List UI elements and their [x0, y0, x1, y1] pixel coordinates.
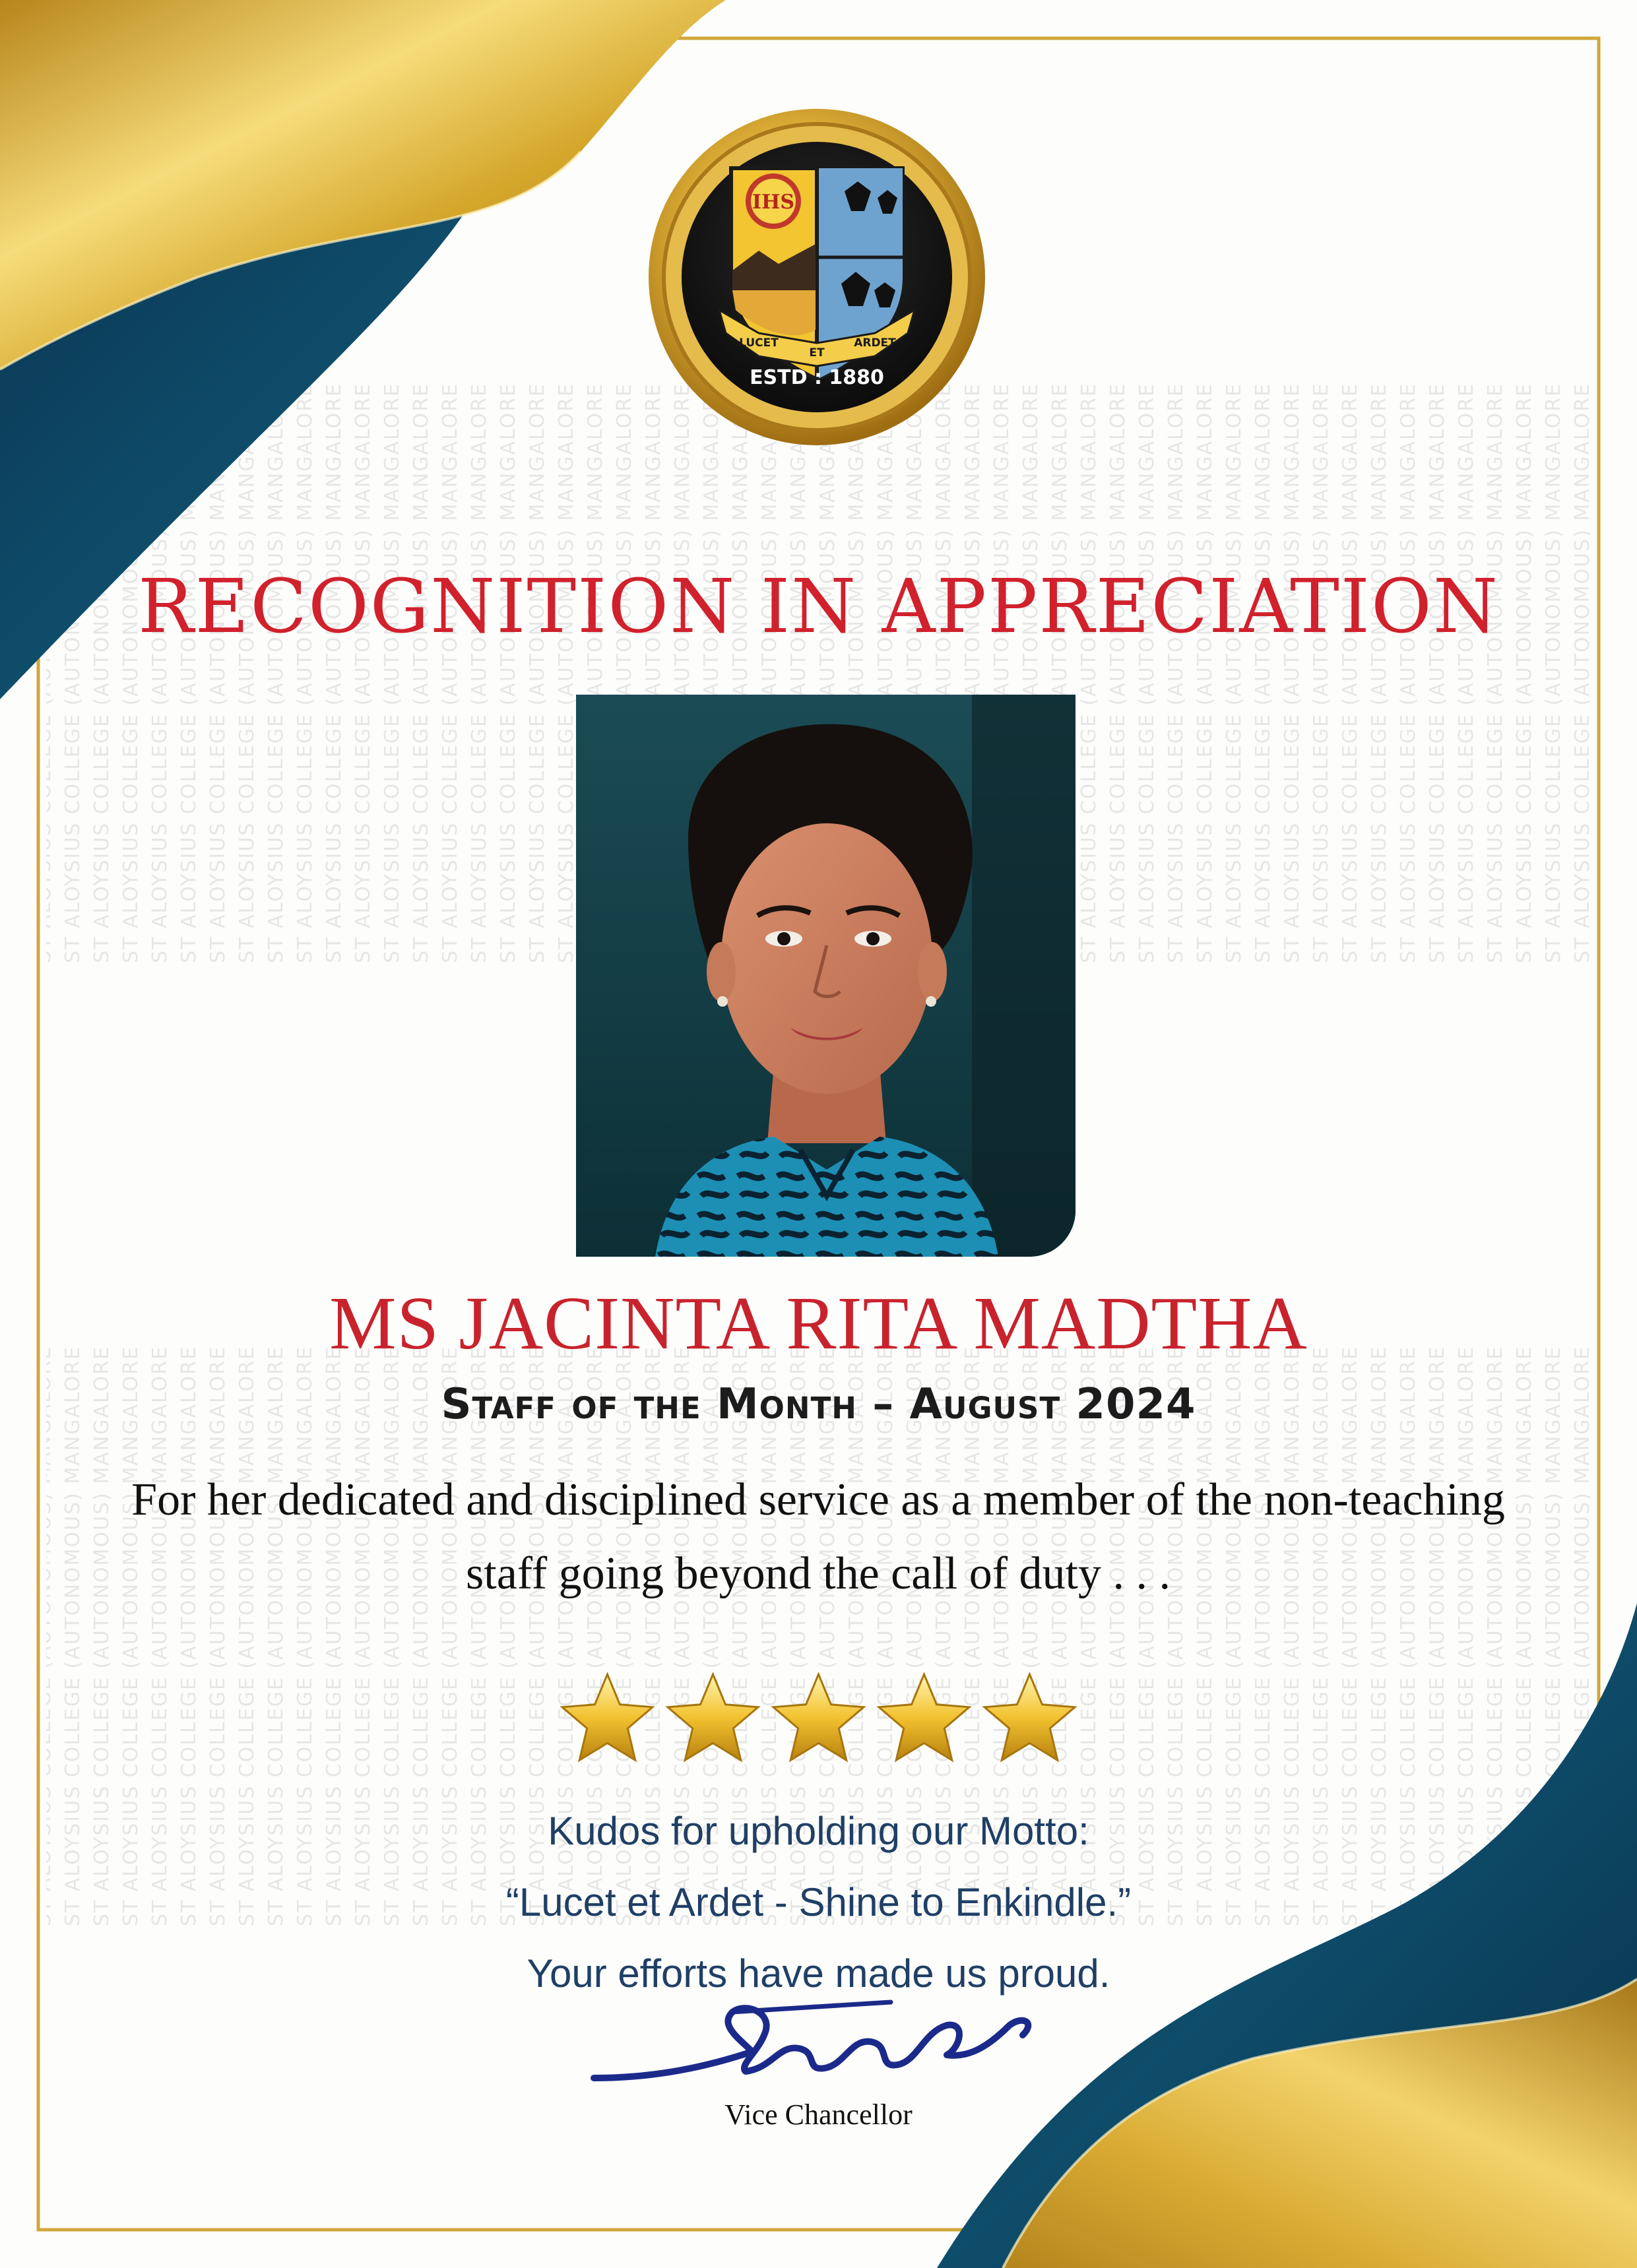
star-rating — [0, 1672, 1637, 1771]
svg-text:LUCET: LUCET — [739, 336, 779, 350]
citation-line: staff going beyond the call of duty . . . — [466, 1548, 1171, 1599]
signature-icon — [581, 1986, 1056, 2098]
star-icon — [984, 1674, 1075, 1760]
kudos-message — [0, 1796, 1637, 2009]
star-icon — [879, 1674, 969, 1760]
recipient-photo — [576, 695, 1075, 1257]
established-year: ESTD : 1880 — [750, 366, 884, 389]
kudos-line: Your efforts have made us proud. — [527, 1951, 1110, 1996]
star-icon — [668, 1674, 758, 1760]
citation-line: For her dedicated and disciplined service as a member of the non-teaching — [131, 1474, 1505, 1525]
citation-text — [86, 1463, 1551, 1611]
college-crest-icon — [649, 109, 985, 445]
svg-text:IHS: IHS — [752, 191, 795, 214]
award-subtitle: Staff of the Month – August 2024 — [441, 1380, 1196, 1429]
signatory-title: Vice Chancellor — [724, 2098, 913, 2131]
star-icon — [773, 1674, 864, 1760]
recipient-name: MS JACINTA RITA MADTHA — [329, 1281, 1308, 1365]
star-icon — [562, 1674, 653, 1760]
svg-text:ARDET: ARDET — [854, 336, 896, 350]
kudos-line: Kudos for upholding our Motto: — [548, 1809, 1089, 1853]
certificate-title: RECOGNITION IN APPRECIATION — [138, 564, 1499, 650]
svg-text:ET: ET — [809, 346, 825, 360]
kudos-line: “Lucet et Ardet - Shine to Enkindle.” — [505, 1880, 1132, 1924]
